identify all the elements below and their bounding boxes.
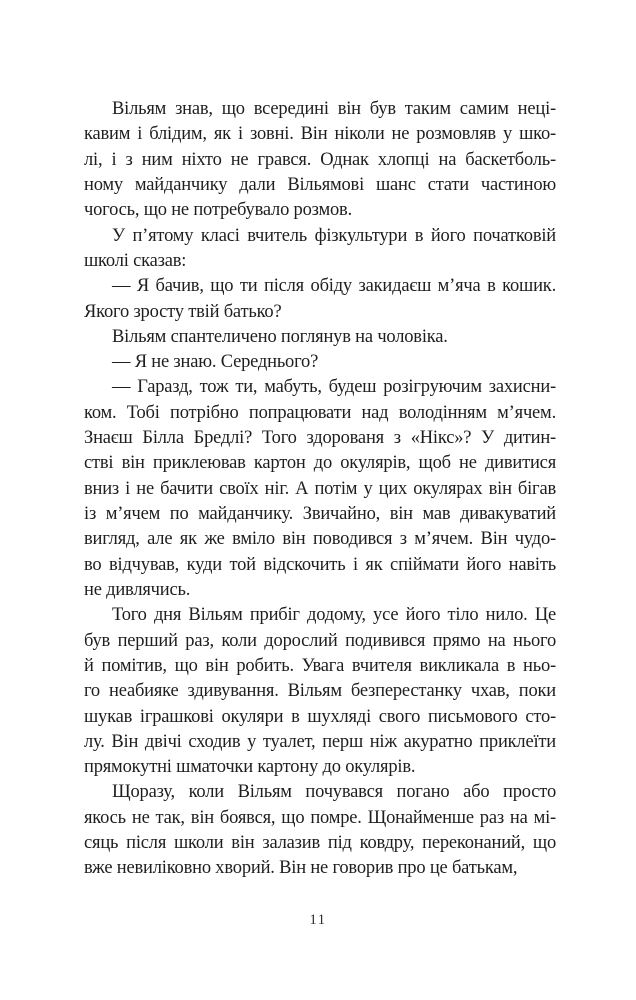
text-block (84, 97, 556, 882)
text-line: якось не так, він боявся, що помре. Щонайменше раз на мі- (84, 807, 556, 828)
paragraph (84, 97, 556, 224)
paragraph (84, 325, 556, 350)
text-line: вже невиліковно хворий. Він не говорив про це батькам, (84, 858, 518, 879)
text-line: лу. Він двічі сходив у туалет, перш ніж акуратно приклеїти (84, 731, 556, 752)
paragraph (84, 780, 556, 881)
paragraph (84, 603, 556, 780)
paragraph (84, 375, 556, 603)
text-line: із м’ячем по майданчику. Звичайно, він мав дивакуватий (84, 504, 556, 524)
text-line: — Гаразд, тож ти, мабуть, будеш розігруючим захисни- (112, 377, 556, 398)
text-line: стві він приклеював картон до окулярів, щоб не дивитися (84, 453, 556, 474)
text-line: Вільям знав, що всередині він був таким самим неці- (112, 99, 556, 119)
paragraph (84, 274, 556, 325)
text-line: вигляд, але як же вміло він поводився з м’ячем. Він чудо- (84, 529, 556, 550)
paragraph (84, 224, 556, 275)
text-line: школі сказав: (84, 250, 187, 271)
text-line: й помітив, що він робить. Увага вчителя викликала в ньо- (84, 655, 556, 676)
text-line: прямокутні шматочки картону до окулярів. (84, 757, 416, 778)
text-line: Якого зросту твій батько? (84, 301, 282, 322)
text-line: шукав іграшкові окуляри в шухляді свого письмового сто- (84, 706, 556, 727)
text-line: Того дня Вільям прибіг додому, усе його тіло нило. Це (112, 605, 556, 626)
paragraph (84, 350, 556, 375)
text-line: — Я бачив, що ти після обіду закидаєш м’яча в кошик. (112, 276, 556, 297)
text-line: Вільям спантеличено поглянув на чоловіка. (112, 326, 448, 347)
text-line: ному майданчику дали Вільямові шанс стати частиною (84, 174, 556, 195)
text-line: сяць після школи він залазив під ковдру, переконаний, що (84, 833, 556, 854)
text-line: го неабияке здивування. Вільям безперестанку чхав, поки (84, 681, 556, 702)
text-line: У п’ятому класі вчитель фізкультури в його початковій (112, 225, 556, 246)
text-line: вниз і не бачити своїх ніг. А потім у цих окулярах він бігав (84, 478, 556, 499)
text-line: ком. Тобі потрібно попрацювати над володінням м’ячем. (84, 402, 556, 423)
page-number: 11 (309, 912, 327, 928)
text-line: кавим і блідим, як і зовні. Він ніколи не розмовляв у шко- (84, 124, 556, 145)
text-line: во відчував, куди той відскочить і як спіймати його навіть (84, 554, 556, 575)
text-line: Щоразу, коли Вільям почувався погано або просто (112, 782, 556, 803)
text-line: не дивлячись. (84, 579, 191, 600)
text-line: Знаєш Білла Бредлі? Того здорованя з «Нікс»? У дитин- (84, 428, 556, 449)
text-line: був перший раз, коли дорослий подивився прямо на нього (84, 630, 556, 651)
text-line: чогось, що не потребувало розмов. (84, 200, 353, 221)
text-line: — Я не знаю. Середнього? (112, 352, 319, 373)
text-line: лі, і з ним ніхто не грався. Однак хлопці на баскетболь- (84, 149, 556, 170)
